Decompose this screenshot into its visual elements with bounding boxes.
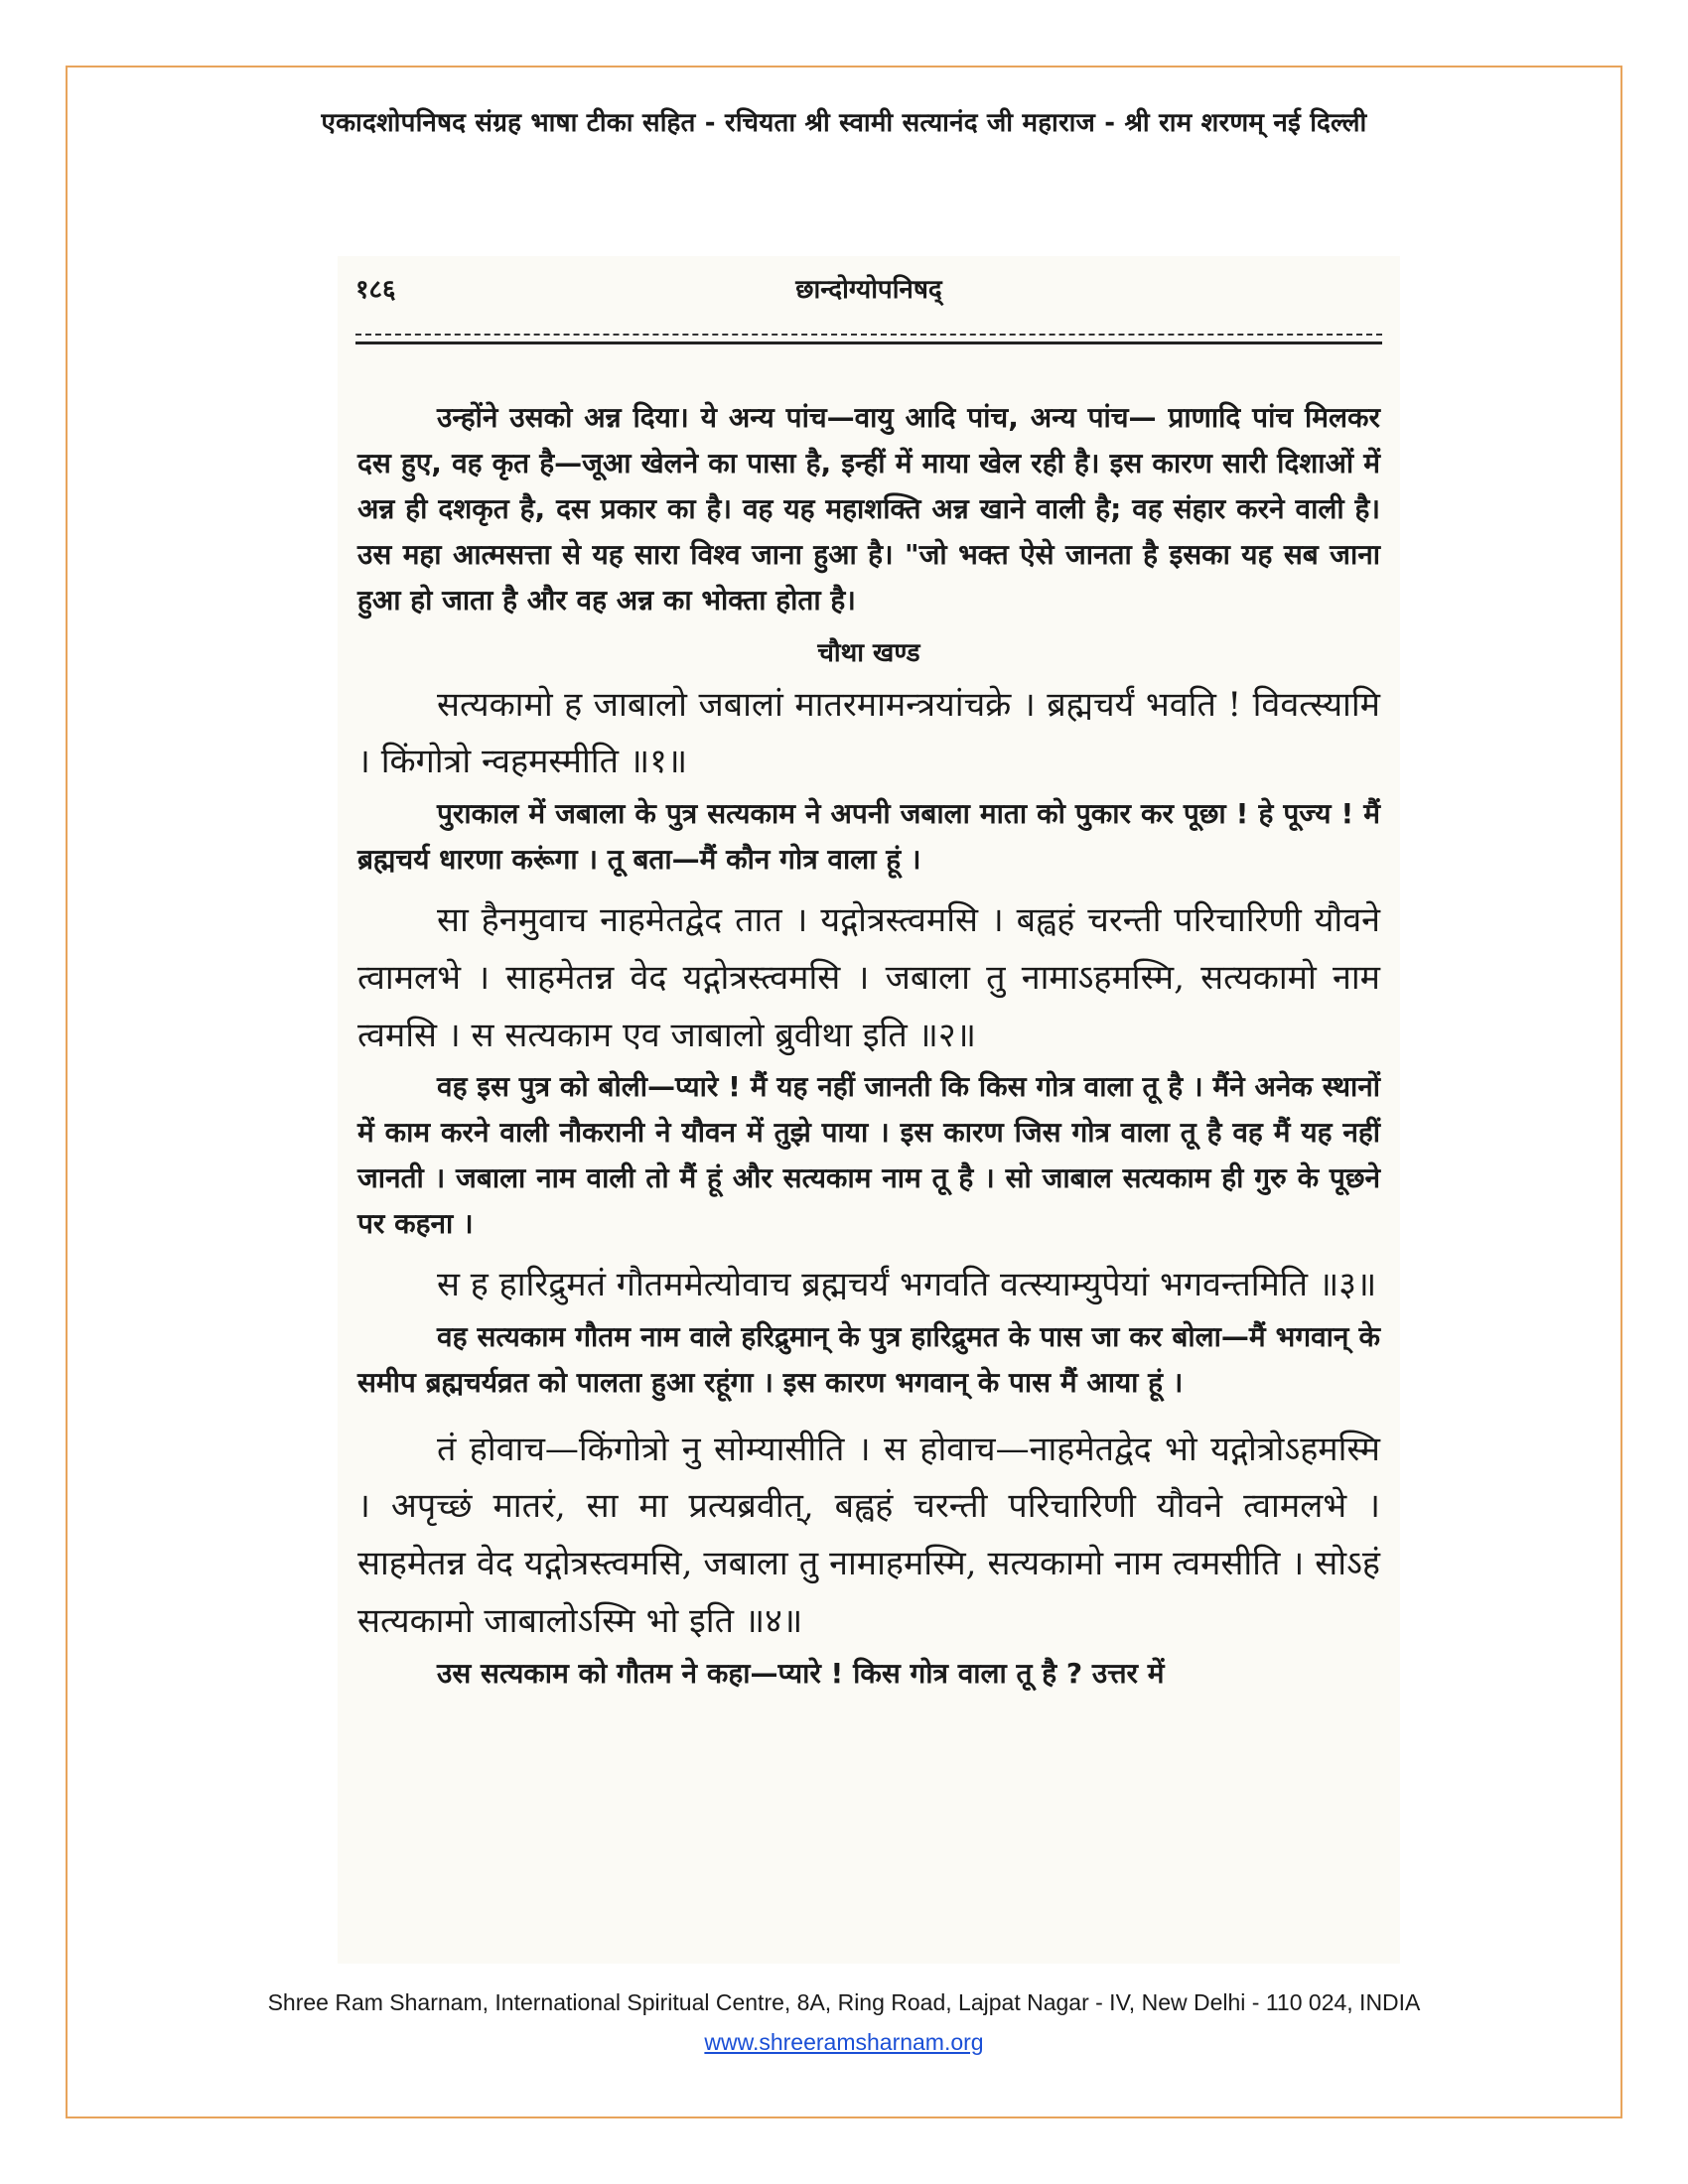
header-dashed-rule — [355, 334, 1382, 336]
scanned-page — [338, 256, 1400, 1964]
section-title: चौथा खण्ड — [817, 637, 920, 668]
verse-1: सत्यकामो ह जाबालो जबालां मातरमामन्त्रयांचक्रे । ब्रह्मचर्यं भवति ! विवत्स्यामि । किंगोत्रो न्वहमस्मीति ॥१॥ — [357, 684, 1380, 782]
commentary-paragraph-3: वह इस पुत्र को बोली—प्यारे ! मैं यह नहीं जानती कि किस गोत्र वाला तू है । मैंने अनेक स्थानों में काम करने वाली नौकरानी ने यौवन में तुझे पाया । इस कारण जिस गोत्र वाला तू है वह मैं यह नहीं जानती । जबाला नाम वाली तो मैं हूं और सत्यकाम नाम तू है । सो जाबाल सत्यकाम ही गुरु के पूछने पर कहना । — [357, 1070, 1380, 1241]
page-number: १८६ — [355, 275, 396, 305]
page-body — [357, 395, 1380, 1697]
header-solid-rule — [355, 341, 1382, 344]
verse-3: स ह हारिद्रुमतं गौतममेत्योवाच ब्रह्मचर्यं भगवति वत्स्याम्युपेयां भगवन्तमिति ॥३॥ — [437, 1264, 1377, 1304]
page-title: छान्दोग्योपनिषद् — [795, 275, 942, 305]
document-header: एकादशोपनिषद संग्रह भाषा टीका सहित - रचियता श्री स्वामी सत्यानंद जी महाराज - श्री राम शरणम् नई दिल्ली — [321, 108, 1367, 138]
verse-2: सा हैनमुवाच नाहमेतद्वेद तात । यद्गोत्रस्त्वमसि । बह्वहं चरन्ती परिचारिणी यौवने त्वामलभे । साहमेतन्न वेद यद्गोत्रस्त्वमसि । जबाला तु नामाऽहमस्मि, सत्यकामो नाम त्वमसि । स सत्यकाम एव जाबालो ब्रुवीथा इति ॥२॥ — [357, 899, 1380, 1055]
footer-address: Shree Ram Sharnam, International Spiritual Centre, 8A, Ring Road, Lajpat Nagar - IV, New Delhi - 110 024, INDIA — [267, 1989, 1421, 2015]
page-header — [355, 270, 1382, 310]
footer-website — [0, 2029, 1688, 2056]
verse-4: तं होवाच—किंगोत्रो नु सोम्यासीति । स होवाच—नाहमेतद्वेद भो यद्गोत्रोऽहमस्मि । अपृच्छं मातरं, सा मा प्रत्यब्रवीत्, बह्वहं चरन्ती परिचारिणी यौवने त्वामलभे । साहमेतन्न वेद यद्गोत्रस्त्वमसि, जबाला तु नामाहमस्मि, सत्यकामो नाम त्वमसीति । सोऽहं सत्यकामो जाबालोऽस्मि भो इति ॥४॥ — [357, 1429, 1380, 1641]
commentary-paragraph-5: उस सत्यकाम को गौतम ने कहा—प्यारे ! किस गोत्र वाला तू है ? उत्तर में — [437, 1656, 1165, 1690]
commentary-paragraph-4: वह सत्यकाम गौतम नाम वाले हरिद्रुमान् के पुत्र हारिद्रुमत के पास जा कर बोला—मैं भगवान् के समीप ब्रह्मचर्यव्रत को पालता हुआ रहूंगा । इस कारण भगवान् के पास मैं आया हूं । — [357, 1319, 1380, 1399]
commentary-paragraph-2: पुराकाल में जबाला के पुत्र सत्यकाम ने अपनी जबाला माता को पुकार कर पूछा ! हे पूज्य ! मैं ब्रह्मचर्य धारणा करूंगा । तू बता—मैं कौन गोत्र वाला हूं । — [357, 797, 1380, 877]
website-link[interactable]: www.shreeramsharnam.org — [704, 2029, 984, 2055]
commentary-paragraph-1: उन्होंने उसको अन्न दिया। ये अन्य पांच—वायु आदि पांच, अन्य पांच— प्राणादि पांच मिलकर दस हुए, वह कृत है—जूआ खेलने का पासा है, इन्हीं में माया खेल रही है। इस कारण सारी दिशाओं में अन्न ही दशकृत है, दस प्रकार का है। वह यह महाशक्ति अन्न खाने वाली है; वह संहार करने वाली है। उस महा आत्मसत्ता से यह सारा विश्व जाना हुआ है। "जो भक्त ऐसे जानता है इसका यह सब जाना हुआ हो जाता है और वह अन्न का भोक्ता होता है। — [357, 401, 1380, 616]
